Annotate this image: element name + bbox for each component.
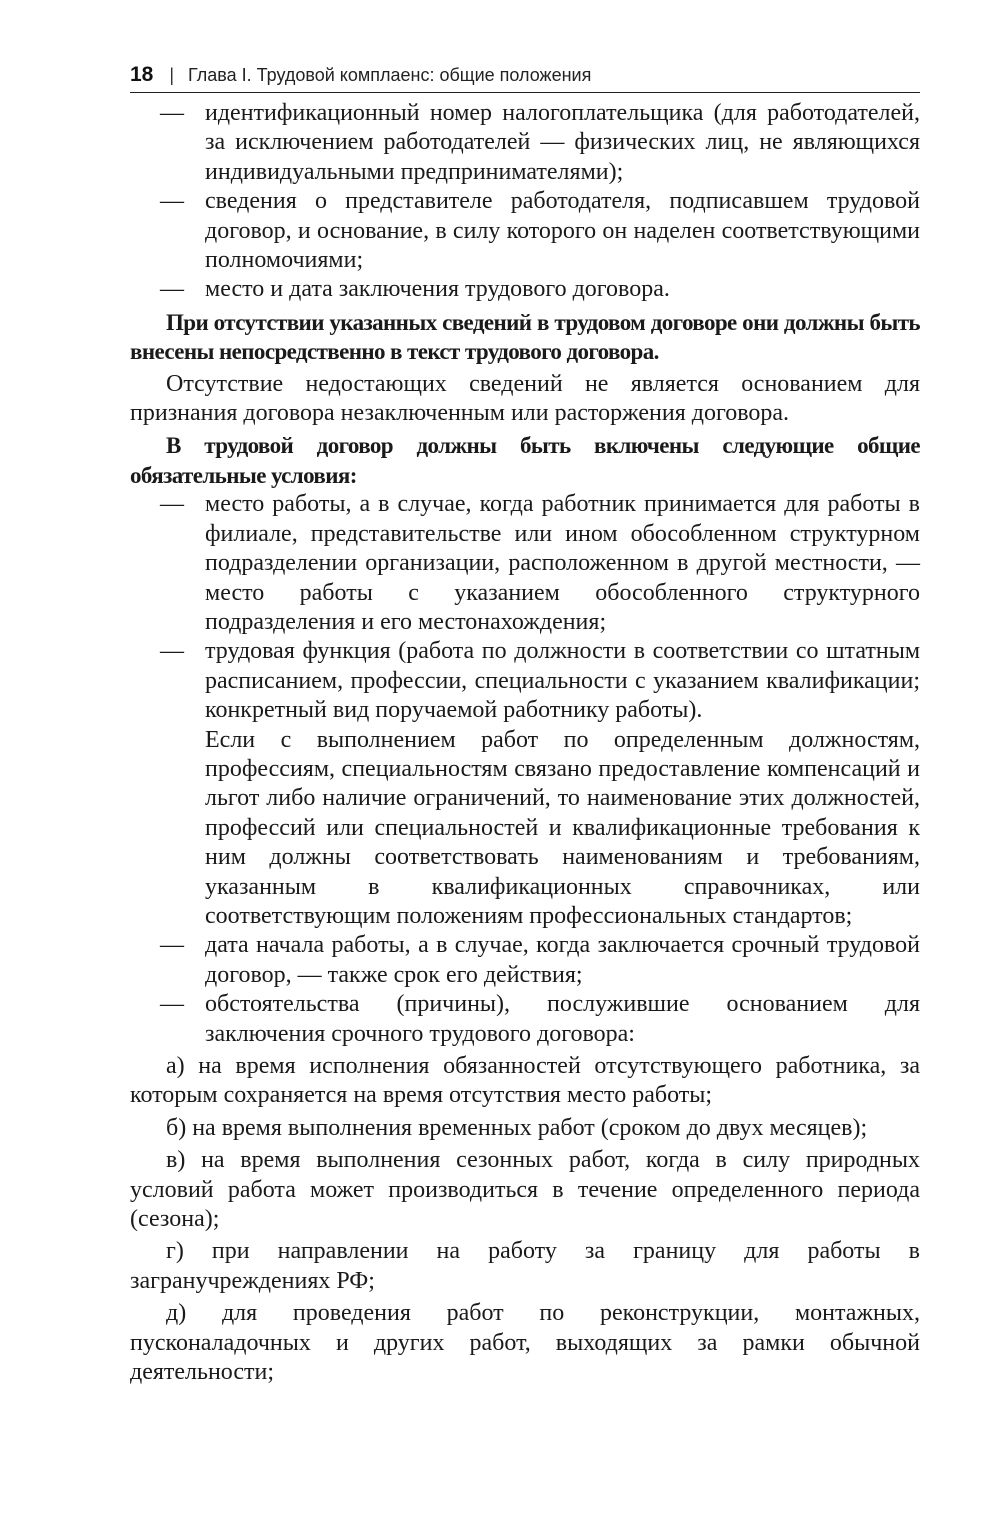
- lettered-item: [130, 1052, 920, 1111]
- lettered-item: [130, 1237, 920, 1296]
- item-text: на время выполнения временных работ (сроком до двух месяцев);: [192, 1114, 868, 1141]
- list-item-text: дата начала работы, а в случае, когда заключается срочный трудовой договор, — также срок его действия;: [205, 932, 920, 988]
- list-item: [130, 490, 920, 637]
- item-text: для проведения работ по реконструкции, монтажных, пусконаладочных и других работ, выходящих за рамки обычной деятельности;: [130, 1300, 921, 1386]
- list-item: [130, 931, 920, 990]
- item-letter: д): [166, 1300, 187, 1327]
- item-text: при направлении на работу за границу для работы в загранучреждениях РФ;: [130, 1238, 920, 1294]
- lettered-item: [130, 1146, 920, 1234]
- chapter-title: Глава I. Трудовой комплаенс: общие положения: [188, 65, 592, 85]
- list-item: [130, 637, 920, 931]
- list-item-text: сведения о представителе работодателя, подписавшем трудовой договор, и основание, в силу которого он наделен соответствующими полномочиями;: [205, 188, 920, 274]
- item-letter: б): [166, 1114, 187, 1141]
- paragraph-absence-of-info: Отсутствие недостающих сведений не является основанием для признания договора незаключенным или расторжения договора.: [130, 370, 920, 427]
- header-separator: |: [169, 65, 175, 85]
- list-item-text: идентификационный номер налогоплательщика (для работодателей, за исключением работодателей — физических лиц, не являющихся индивидуальными предпринимателями);: [205, 100, 920, 185]
- page-body: [130, 99, 920, 1387]
- dash-marker: —: [160, 638, 184, 665]
- dash-marker: —: [160, 491, 184, 518]
- list-item-text: место и дата заключения трудового договора.: [205, 276, 670, 303]
- list-item-continuation: Если с выполнением работ по определенным должностям, профессиям, специальностям связано предоставление компенсаций и льгот либо наличие ограничений, то наименование этих должностей, профессий или специальностей и квалификационные требования к ним должны соответствовать наименованиям и требованиям, указанным в квалификационных справочниках, или соответствующим положениям профессиональных стандартов;: [205, 726, 920, 929]
- dash-marker: —: [160, 991, 184, 1018]
- dash-marker: —: [160, 276, 184, 303]
- bold-paragraph-missing-info: При отсутствии указанных сведений в трудовом договоре они должны быть внесены непосредственно в текст трудового договора.: [130, 309, 920, 365]
- list-item: [130, 990, 920, 1049]
- list-item: [130, 275, 920, 304]
- running-header: [130, 58, 920, 93]
- lettered-item: [130, 1299, 920, 1387]
- list-item: [130, 187, 920, 275]
- bold-paragraph-mandatory-conditions: В трудовой договор должны быть включены следующие общие обязательные условия:: [130, 433, 920, 488]
- item-letter: в): [166, 1147, 186, 1174]
- dash-marker: —: [160, 100, 184, 126]
- page-number: 18: [130, 63, 154, 86]
- item-letter: а): [166, 1053, 185, 1079]
- item-text: на время исполнения обязанностей отсутствующего работника, за которым сохраняется на время отсутствия место работы;: [130, 1053, 921, 1109]
- list-item-text: трудовая функция (работа по должности в соответствии со штатным расписанием, профессии, специальности с указанием квалификации; конкретный вид поручаемой работнику работы).: [205, 638, 920, 724]
- lettered-item: [130, 1114, 920, 1143]
- book-page: [130, 58, 920, 1387]
- list-item: [130, 99, 920, 187]
- item-text: на время выполнения сезонных работ, когда в силу природных условий работа может производиться в течение определенного периода (сезона);: [130, 1147, 920, 1233]
- list-item-text: обстоятельства (причины), послужившие основанием для заключения срочного трудового договора:: [205, 991, 920, 1047]
- dash-marker: —: [160, 188, 184, 215]
- list-item-text: место работы, а в случае, когда работник принимается для работы в филиале, представительстве или ином обособленном структурном подразделении организации, расположенном в другой местности, — место работы с указанием обособленного структурного подразделения и его местонахождения;: [205, 491, 920, 635]
- dash-marker: —: [160, 932, 184, 959]
- item-letter: г): [166, 1238, 184, 1265]
